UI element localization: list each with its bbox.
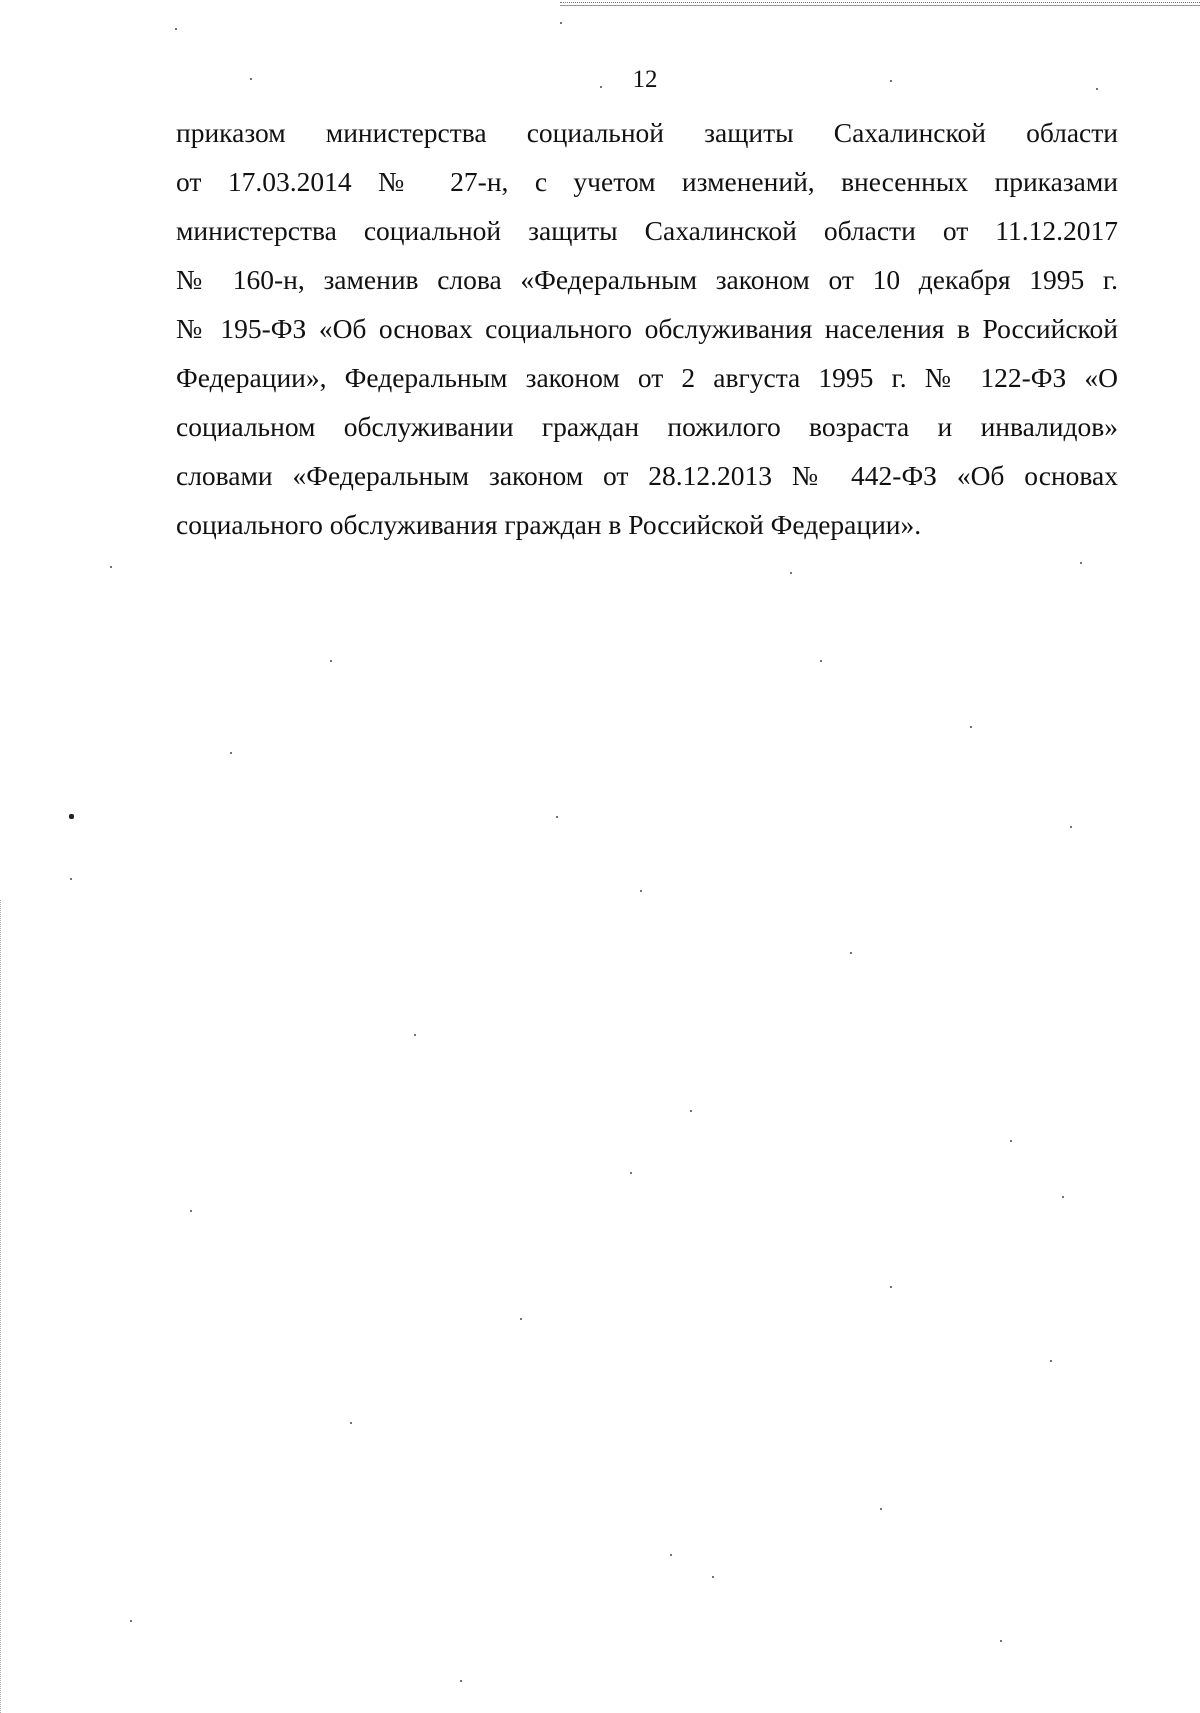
scan-speck [630, 1172, 632, 1174]
scan-top-edge [560, 2, 1200, 6]
scan-left-edge [0, 900, 3, 1713]
scan-speck [1070, 826, 1072, 828]
scan-speck [640, 890, 642, 892]
scan-speck [175, 28, 177, 30]
scan-speck [712, 1576, 714, 1578]
scan-speck [790, 572, 792, 574]
text-line: словами «Федеральным законом от 28.12.2013 № 442-ФЗ «Об основах [176, 460, 1118, 491]
scan-speck [70, 878, 72, 880]
scan-speck [110, 566, 112, 568]
scan-speck [230, 752, 232, 754]
scan-speck [600, 86, 602, 88]
text-line: № 195-ФЗ «Об основах социального обслуживания населения в Российской [176, 313, 1118, 344]
text-line: министерства социальной защиты Сахалинской области от 11.12.2017 [176, 215, 1118, 246]
page-number: 12 [632, 66, 658, 93]
text-line: приказом министерства социальной защиты Сахалинской области [176, 117, 1118, 148]
scan-speck [250, 78, 252, 80]
scan-speck [1010, 1140, 1012, 1142]
text-line: социального обслуживания граждан в Российской Федерации». [176, 509, 922, 540]
scan-speck [350, 1422, 352, 1424]
body-paragraph [176, 108, 1118, 549]
scan-speck [890, 1286, 892, 1288]
scan-speck [414, 1034, 416, 1036]
text-line: от 17.03.2014 № 27-н, с учетом изменений, внесенных приказами [176, 166, 1118, 197]
scan-speck [330, 660, 332, 662]
scan-speck [820, 660, 822, 662]
scan-speck [190, 1210, 192, 1212]
scan-speck [1000, 1640, 1002, 1642]
scan-speck [1050, 1360, 1052, 1362]
scan-speck [560, 22, 562, 24]
scan-speck [1080, 562, 1082, 564]
text-line: № 160-н, заменив слова «Федеральным законом от 10 декабря 1995 г. [176, 264, 1118, 295]
text-line: социальном обслуживании граждан пожилого возраста и инвалидов» [176, 411, 1118, 442]
scan-speck [556, 816, 558, 818]
scan-speck [460, 1680, 462, 1682]
scan-speck [880, 1508, 882, 1510]
scan-speck [890, 80, 892, 82]
scan-speck [130, 1620, 132, 1622]
scan-speck [670, 1554, 672, 1556]
scan-speck [520, 1318, 522, 1320]
scan-speck [1062, 1196, 1064, 1198]
scan-speck [850, 952, 852, 954]
scan-speck [69, 814, 74, 819]
scan-speck [970, 726, 972, 728]
scan-speck [1096, 88, 1098, 90]
text-line: Федерации», Федеральным законом от 2 августа 1995 г. № 122-ФЗ «О [176, 362, 1118, 393]
scan-speck [690, 1110, 692, 1112]
